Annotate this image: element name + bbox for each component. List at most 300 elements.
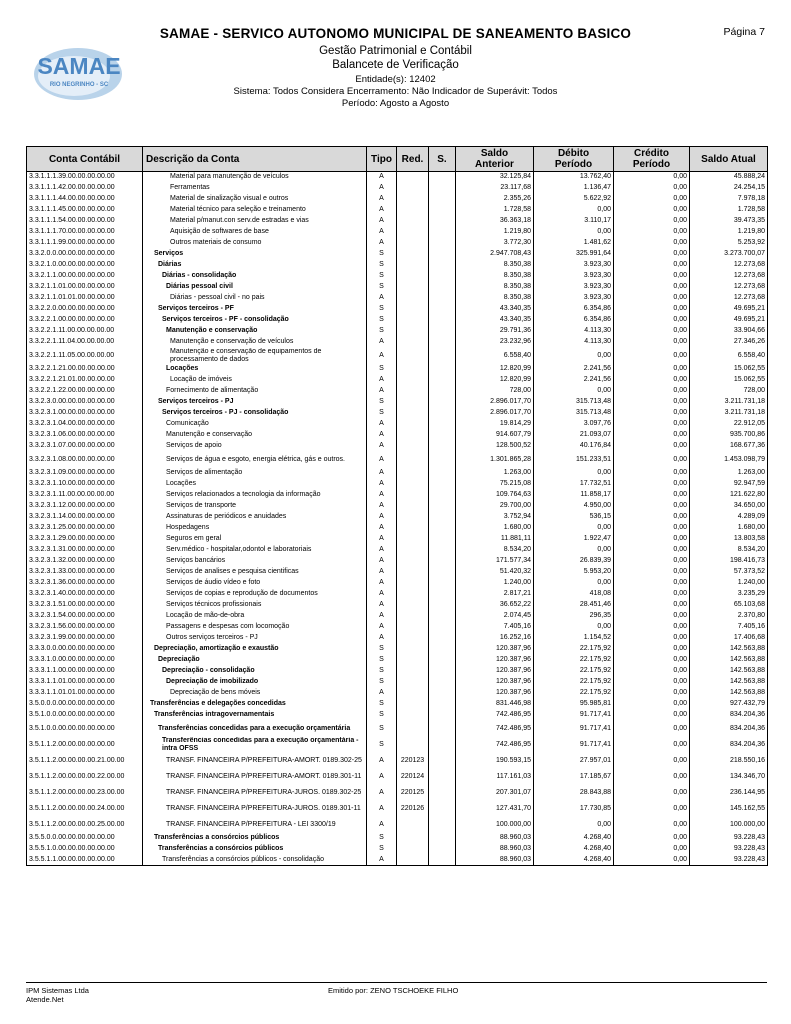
cell-s xyxy=(429,578,456,589)
cell-s xyxy=(429,855,456,866)
cell-conta: 3.3.2.3.1.14.00.00.00.00.00 xyxy=(27,512,143,523)
cell-saldo-atual: 12.273,68 xyxy=(690,260,768,271)
table-row xyxy=(27,479,768,490)
cell-conta: 3.3.2.2.1.22.00.00.00.00.00 xyxy=(27,386,143,397)
table-row xyxy=(27,183,768,194)
cell-red xyxy=(397,364,429,375)
cell-red xyxy=(397,737,429,753)
cell-tipo: A xyxy=(367,753,397,769)
cell-debito: 5.622,92 xyxy=(534,194,614,205)
cell-conta: 3.5.1.1.2.00.00.00.00.25.00.00 xyxy=(27,817,143,833)
cell-red xyxy=(397,419,429,430)
footer-company: IPM Sistemas Ltda xyxy=(26,986,89,995)
cell-red xyxy=(397,512,429,523)
cell-saldo-atual: 1.263,00 xyxy=(690,468,768,479)
cell-red xyxy=(397,817,429,833)
cell-saldo-anterior: 207.301,07 xyxy=(456,785,534,801)
cell-descricao: Ferramentas xyxy=(143,183,367,194)
cell-credito: 0,00 xyxy=(614,833,690,844)
table-row xyxy=(27,249,768,260)
cell-descricao: Fornecimento de alimentação xyxy=(143,386,367,397)
cell-saldo-anterior: 51.420,32 xyxy=(456,567,534,578)
cell-tipo: A xyxy=(367,611,397,622)
cell-saldo-atual: 198.416,73 xyxy=(690,556,768,567)
cell-tipo: A xyxy=(367,386,397,397)
table-row xyxy=(27,737,768,753)
cell-credito: 0,00 xyxy=(614,216,690,227)
cell-s xyxy=(429,452,456,468)
cell-descricao: Serviços técnicos profissionais xyxy=(143,600,367,611)
cell-debito: 21.093,07 xyxy=(534,430,614,441)
cell-red xyxy=(397,589,429,600)
table-row xyxy=(27,227,768,238)
cell-descricao: Material p/manut.con serv.de estradas e vias xyxy=(143,216,367,227)
cell-saldo-anterior: 88.960,03 xyxy=(456,833,534,844)
cell-s xyxy=(429,430,456,441)
cell-credito: 0,00 xyxy=(614,589,690,600)
table-row xyxy=(27,721,768,737)
cell-saldo-anterior: 120.387,96 xyxy=(456,677,534,688)
cell-saldo-anterior: 8.350,38 xyxy=(456,271,534,282)
cell-tipo: S xyxy=(367,644,397,655)
cell-conta: 3.3.2.3.0.00.00.00.00.00.00 xyxy=(27,397,143,408)
cell-debito: 151.233,51 xyxy=(534,452,614,468)
cell-descricao: Serviços xyxy=(143,249,367,260)
cell-saldo-anterior: 109.764,63 xyxy=(456,490,534,501)
cell-red xyxy=(397,205,429,216)
cell-saldo-anterior: 29.791,36 xyxy=(456,326,534,337)
cell-debito: 2.241,56 xyxy=(534,364,614,375)
cell-descricao: Diárias xyxy=(143,260,367,271)
table-row xyxy=(27,545,768,556)
cell-red xyxy=(397,655,429,666)
cell-descricao: TRANSF. FINANCEIRA P/PREFEITURA-AMORT. 0189.301-11 xyxy=(143,769,367,785)
cell-conta: 3.3.2.2.1.11.04.00.00.00.00 xyxy=(27,337,143,348)
cell-saldo-anterior: 742.486,95 xyxy=(456,710,534,721)
cell-descricao: Depreciação de bens móveis xyxy=(143,688,367,699)
cell-tipo: A xyxy=(367,589,397,600)
cell-red xyxy=(397,633,429,644)
cell-saldo-atual: 142.563,88 xyxy=(690,644,768,655)
cell-debito: 315.713,48 xyxy=(534,408,614,419)
cell-conta: 3.3.3.1.1.01.00.00.00.00.00 xyxy=(27,677,143,688)
cell-conta: 3.3.2.3.1.04.00.00.00.00.00 xyxy=(27,419,143,430)
table-row xyxy=(27,655,768,666)
cell-debito: 17.732,51 xyxy=(534,479,614,490)
col-header-descricao: Descrição da Conta xyxy=(143,147,367,172)
cell-debito: 0,00 xyxy=(534,205,614,216)
cell-conta: 3.3.3.0.0.00.00.00.00.00.00 xyxy=(27,644,143,655)
footer-product: Atende.Net xyxy=(26,995,64,1004)
cell-saldo-anterior: 88.960,03 xyxy=(456,855,534,866)
cell-conta: 3.3.2.2.1.21.00.00.00.00.00 xyxy=(27,364,143,375)
cell-tipo: A xyxy=(367,293,397,304)
cell-conta: 3.3.2.3.1.33.00.00.00.00.00 xyxy=(27,567,143,578)
cell-debito: 26.839,39 xyxy=(534,556,614,567)
cell-conta: 3.3.1.1.1.99.00.00.00.00.00 xyxy=(27,238,143,249)
cell-saldo-anterior: 8.534,20 xyxy=(456,545,534,556)
cell-saldo-atual: 33.904,66 xyxy=(690,326,768,337)
cell-descricao: Serviços de transporte xyxy=(143,501,367,512)
cell-red xyxy=(397,501,429,512)
table-row xyxy=(27,397,768,408)
cell-red xyxy=(397,523,429,534)
cell-red xyxy=(397,710,429,721)
cell-saldo-anterior: 742.486,95 xyxy=(456,737,534,753)
cell-saldo-anterior: 43.340,35 xyxy=(456,315,534,326)
table-row xyxy=(27,556,768,567)
cell-saldo-anterior: 120.387,96 xyxy=(456,666,534,677)
cell-s xyxy=(429,801,456,817)
cell-saldo-anterior: 12.820,99 xyxy=(456,375,534,386)
cell-tipo: A xyxy=(367,567,397,578)
table-row xyxy=(27,375,768,386)
report-subtitle-module: Gestão Patrimonial e Contábil xyxy=(319,45,472,57)
cell-saldo-atual: 100.000,00 xyxy=(690,817,768,833)
cell-descricao: Outros materiais de consumo xyxy=(143,238,367,249)
cell-s xyxy=(429,271,456,282)
cell-credito: 0,00 xyxy=(614,688,690,699)
cell-saldo-atual: 12.273,68 xyxy=(690,271,768,282)
cell-tipo: A xyxy=(367,578,397,589)
cell-saldo-anterior: 120.387,96 xyxy=(456,644,534,655)
cell-credito: 0,00 xyxy=(614,375,690,386)
cell-saldo-anterior: 728,00 xyxy=(456,386,534,397)
table-row xyxy=(27,512,768,523)
cell-conta: 3.3.2.3.1.99.00.00.00.00.00 xyxy=(27,633,143,644)
cell-saldo-atual: 12.273,68 xyxy=(690,282,768,293)
cell-conta: 3.3.2.3.1.54.00.00.00.00.00 xyxy=(27,611,143,622)
cell-credito: 0,00 xyxy=(614,753,690,769)
cell-saldo-anterior: 3.752,94 xyxy=(456,512,534,523)
cell-red xyxy=(397,304,429,315)
cell-conta: 3.5.1.1.2.00.00.00.00.00.00 xyxy=(27,737,143,753)
cell-credito: 0,00 xyxy=(614,479,690,490)
cell-red xyxy=(397,666,429,677)
cell-saldo-anterior: 3.772,30 xyxy=(456,238,534,249)
cell-tipo: S xyxy=(367,315,397,326)
cell-saldo-atual: 121.622,80 xyxy=(690,490,768,501)
cell-debito: 4.268,40 xyxy=(534,833,614,844)
cell-descricao: Outros serviços terceiros - PJ xyxy=(143,633,367,644)
cell-descricao: Transferências concedidas para a execução orçamentária xyxy=(143,721,367,737)
cell-credito: 0,00 xyxy=(614,655,690,666)
cell-saldo-atual: 13.803,58 xyxy=(690,534,768,545)
cell-tipo: A xyxy=(367,490,397,501)
cell-conta: 3.3.1.1.1.39.00.00.00.00.00 xyxy=(27,172,143,183)
cell-s xyxy=(429,710,456,721)
table-row xyxy=(27,578,768,589)
cell-conta: 3.5.1.1.2.00.00.00.00.24.00.00 xyxy=(27,801,143,817)
cell-conta: 3.3.2.1.1.00.00.00.00.00.00 xyxy=(27,271,143,282)
cell-s xyxy=(429,844,456,855)
cell-saldo-anterior: 831.446,98 xyxy=(456,699,534,710)
table-row xyxy=(27,441,768,452)
cell-saldo-anterior: 12.820,99 xyxy=(456,364,534,375)
cell-saldo-atual: 93.228,43 xyxy=(690,833,768,844)
cell-saldo-atual: 27.346,26 xyxy=(690,337,768,348)
cell-credito: 0,00 xyxy=(614,545,690,556)
cell-credito: 0,00 xyxy=(614,194,690,205)
cell-conta: 3.3.2.2.0.00.00.00.00.00.00 xyxy=(27,304,143,315)
cell-credito: 0,00 xyxy=(614,523,690,534)
cell-tipo: S xyxy=(367,737,397,753)
cell-conta: 3.3.2.3.1.08.00.00.00.00.00 xyxy=(27,452,143,468)
cell-s xyxy=(429,315,456,326)
table-row xyxy=(27,600,768,611)
cell-s xyxy=(429,523,456,534)
cell-conta: 3.3.2.1.1.01.01.00.00.00.00 xyxy=(27,293,143,304)
cell-saldo-atual: 6.558,40 xyxy=(690,348,768,364)
cell-credito: 0,00 xyxy=(614,172,690,183)
cell-debito: 315.713,48 xyxy=(534,397,614,408)
cell-descricao: Assinaturas de periódicos e anuidades xyxy=(143,512,367,523)
table-row xyxy=(27,260,768,271)
cell-s xyxy=(429,769,456,785)
cell-conta: 3.5.1.1.2.00.00.00.00.21.00.00 xyxy=(27,753,143,769)
cell-saldo-atual: 142.563,88 xyxy=(690,655,768,666)
cell-red xyxy=(397,441,429,452)
cell-saldo-anterior: 29.700,00 xyxy=(456,501,534,512)
table-row xyxy=(27,844,768,855)
cell-s xyxy=(429,419,456,430)
cell-red xyxy=(397,600,429,611)
cell-saldo-atual: 49.695,21 xyxy=(690,315,768,326)
cell-descricao: Serviços terceiros - PF xyxy=(143,304,367,315)
cell-debito: 11.858,17 xyxy=(534,490,614,501)
cell-tipo: A xyxy=(367,227,397,238)
cell-conta: 3.3.2.0.0.00.00.00.00.00.00 xyxy=(27,249,143,260)
cell-descricao: TRANSF. FINANCEIRA P/PREFEITURA - LEI 3300/19 xyxy=(143,817,367,833)
table-row xyxy=(27,785,768,801)
cell-s xyxy=(429,753,456,769)
table-row xyxy=(27,194,768,205)
cell-debito: 91.717,41 xyxy=(534,710,614,721)
cell-s xyxy=(429,364,456,375)
cell-credito: 0,00 xyxy=(614,304,690,315)
cell-red xyxy=(397,677,429,688)
cell-red xyxy=(397,348,429,364)
cell-debito: 5.953,20 xyxy=(534,567,614,578)
cell-credito: 0,00 xyxy=(614,785,690,801)
cell-saldo-anterior: 128.500,52 xyxy=(456,441,534,452)
cell-credito: 0,00 xyxy=(614,534,690,545)
cell-credito: 0,00 xyxy=(614,512,690,523)
cell-s xyxy=(429,534,456,545)
cell-saldo-anterior: 19.814,29 xyxy=(456,419,534,430)
cell-tipo: S xyxy=(367,710,397,721)
cell-credito: 0,00 xyxy=(614,490,690,501)
cell-credito: 0,00 xyxy=(614,260,690,271)
cell-saldo-anterior: 23.117,68 xyxy=(456,183,534,194)
col-header-s: S. xyxy=(429,147,456,172)
table-row xyxy=(27,633,768,644)
cell-tipo: S xyxy=(367,655,397,666)
cell-conta: 3.5.1.0.0.00.00.00.00.00.00 xyxy=(27,721,143,737)
cell-saldo-anterior: 171.577,34 xyxy=(456,556,534,567)
cell-debito: 1.481,62 xyxy=(534,238,614,249)
cell-tipo: A xyxy=(367,194,397,205)
cell-red xyxy=(397,567,429,578)
cell-tipo: S xyxy=(367,397,397,408)
table-row xyxy=(27,490,768,501)
cell-tipo: A xyxy=(367,205,397,216)
cell-credito: 0,00 xyxy=(614,271,690,282)
cell-s xyxy=(429,479,456,490)
cell-s xyxy=(429,666,456,677)
table-row xyxy=(27,534,768,545)
cell-descricao: Depreciação xyxy=(143,655,367,666)
cell-debito: 4.113,30 xyxy=(534,337,614,348)
cell-credito: 0,00 xyxy=(614,644,690,655)
cell-descricao: Aquisição de softwares de base xyxy=(143,227,367,238)
cell-tipo: A xyxy=(367,238,397,249)
cell-tipo: A xyxy=(367,534,397,545)
cell-descricao: Serviços de copias e reprodução de documentos xyxy=(143,589,367,600)
table-row xyxy=(27,589,768,600)
cell-s xyxy=(429,699,456,710)
cell-saldo-atual: 142.563,88 xyxy=(690,688,768,699)
cell-descricao: Material de sinalização visual e outros xyxy=(143,194,367,205)
cell-credito: 0,00 xyxy=(614,282,690,293)
cell-credito: 0,00 xyxy=(614,666,690,677)
cell-saldo-atual: 1.728,58 xyxy=(690,205,768,216)
cell-debito: 27.957,01 xyxy=(534,753,614,769)
cell-debito: 0,00 xyxy=(534,227,614,238)
table-row xyxy=(27,688,768,699)
cell-saldo-atual: 45.888,24 xyxy=(690,172,768,183)
table-header-row xyxy=(27,147,768,172)
table-row xyxy=(27,710,768,721)
table-row xyxy=(27,753,768,769)
table-row xyxy=(27,337,768,348)
cell-saldo-anterior: 120.387,96 xyxy=(456,655,534,666)
cell-red: 220126 xyxy=(397,801,429,817)
cell-debito: 3.097,76 xyxy=(534,419,614,430)
cell-debito: 536,15 xyxy=(534,512,614,523)
cell-s xyxy=(429,183,456,194)
col-header-saldo-atual: Saldo Atual xyxy=(690,147,768,172)
cell-saldo-anterior: 127.431,70 xyxy=(456,801,534,817)
cell-saldo-atual: 728,00 xyxy=(690,386,768,397)
table-row xyxy=(27,622,768,633)
cell-conta: 3.3.2.3.1.56.00.00.00.00.00 xyxy=(27,622,143,633)
cell-descricao: Serviços de água e esgoto, energia elétrica, gás e outros. xyxy=(143,452,367,468)
cell-descricao: Passagens e despesas com locomoção xyxy=(143,622,367,633)
cell-s xyxy=(429,227,456,238)
cell-s xyxy=(429,611,456,622)
table-row xyxy=(27,430,768,441)
cell-debito: 296,35 xyxy=(534,611,614,622)
table-row xyxy=(27,452,768,468)
cell-credito: 0,00 xyxy=(614,556,690,567)
cell-conta: 3.3.3.1.0.00.00.00.00.00.00 xyxy=(27,655,143,666)
cell-tipo: A xyxy=(367,452,397,468)
cell-saldo-atual: 93.228,43 xyxy=(690,855,768,866)
cell-tipo: A xyxy=(367,441,397,452)
cell-debito: 4.950,00 xyxy=(534,501,614,512)
cell-credito: 0,00 xyxy=(614,600,690,611)
table-row xyxy=(27,271,768,282)
table-row xyxy=(27,205,768,216)
cell-saldo-atual: 168.677,36 xyxy=(690,441,768,452)
table-body xyxy=(27,172,768,866)
cell-s xyxy=(429,817,456,833)
cell-s xyxy=(429,249,456,260)
cell-conta: 3.3.2.1.0.00.00.00.00.00.00 xyxy=(27,260,143,271)
cell-s xyxy=(429,293,456,304)
cell-descricao: Depreciação, amortização e exaustão xyxy=(143,644,367,655)
cell-s xyxy=(429,337,456,348)
cell-s xyxy=(429,408,456,419)
cell-s xyxy=(429,216,456,227)
cell-saldo-atual: 15.062,55 xyxy=(690,375,768,386)
col-header-conta: Conta Contábil xyxy=(27,147,143,172)
cell-saldo-anterior: 914.607,79 xyxy=(456,430,534,441)
cell-red xyxy=(397,238,429,249)
cell-red xyxy=(397,644,429,655)
cell-tipo: A xyxy=(367,622,397,633)
cell-debito: 0,00 xyxy=(534,545,614,556)
cell-debito: 17.185,67 xyxy=(534,769,614,785)
table-row xyxy=(27,644,768,655)
cell-tipo: A xyxy=(367,545,397,556)
cell-saldo-atual: 142.563,88 xyxy=(690,666,768,677)
cell-saldo-atual: 4.289,09 xyxy=(690,512,768,523)
cell-s xyxy=(429,833,456,844)
cell-s xyxy=(429,688,456,699)
cell-descricao: Material para manutenção de veículos xyxy=(143,172,367,183)
cell-tipo: A xyxy=(367,375,397,386)
cell-red xyxy=(397,545,429,556)
cell-red xyxy=(397,375,429,386)
cell-saldo-anterior: 1.680,00 xyxy=(456,523,534,534)
cell-red xyxy=(397,386,429,397)
table-row xyxy=(27,855,768,866)
cell-red xyxy=(397,699,429,710)
cell-debito: 4.113,30 xyxy=(534,326,614,337)
cell-conta: 3.3.1.1.1.44.00.00.00.00.00 xyxy=(27,194,143,205)
cell-red xyxy=(397,833,429,844)
cell-descricao: Transferências a consórcios públicos xyxy=(143,844,367,855)
cell-debito: 22.175,92 xyxy=(534,644,614,655)
cell-conta: 3.3.2.3.1.12.00.00.00.00.00 xyxy=(27,501,143,512)
report-entity: Entidade(s): 12402 xyxy=(355,74,436,85)
cell-saldo-atual: 93.228,43 xyxy=(690,844,768,855)
cell-red xyxy=(397,183,429,194)
cell-conta: 3.3.2.3.1.36.00.00.00.00.00 xyxy=(27,578,143,589)
table-row xyxy=(27,817,768,833)
cell-red xyxy=(397,282,429,293)
cell-s xyxy=(429,205,456,216)
cell-tipo: A xyxy=(367,348,397,364)
cell-debito: 3.923,30 xyxy=(534,282,614,293)
cell-s xyxy=(429,737,456,753)
cell-s xyxy=(429,633,456,644)
cell-s xyxy=(429,326,456,337)
cell-tipo: A xyxy=(367,600,397,611)
table-row xyxy=(27,677,768,688)
cell-debito: 6.354,86 xyxy=(534,304,614,315)
cell-tipo: A xyxy=(367,468,397,479)
cell-conta: 3.5.5.1.0.00.00.00.00.00.00 xyxy=(27,844,143,855)
cell-saldo-anterior: 2.355,26 xyxy=(456,194,534,205)
cell-conta: 3.3.3.1.1.01.01.00.00.00.00 xyxy=(27,688,143,699)
cell-tipo: A xyxy=(367,430,397,441)
table-row xyxy=(27,666,768,677)
cell-conta: 3.3.1.1.1.45.00.00.00.00.00 xyxy=(27,205,143,216)
cell-s xyxy=(429,556,456,567)
